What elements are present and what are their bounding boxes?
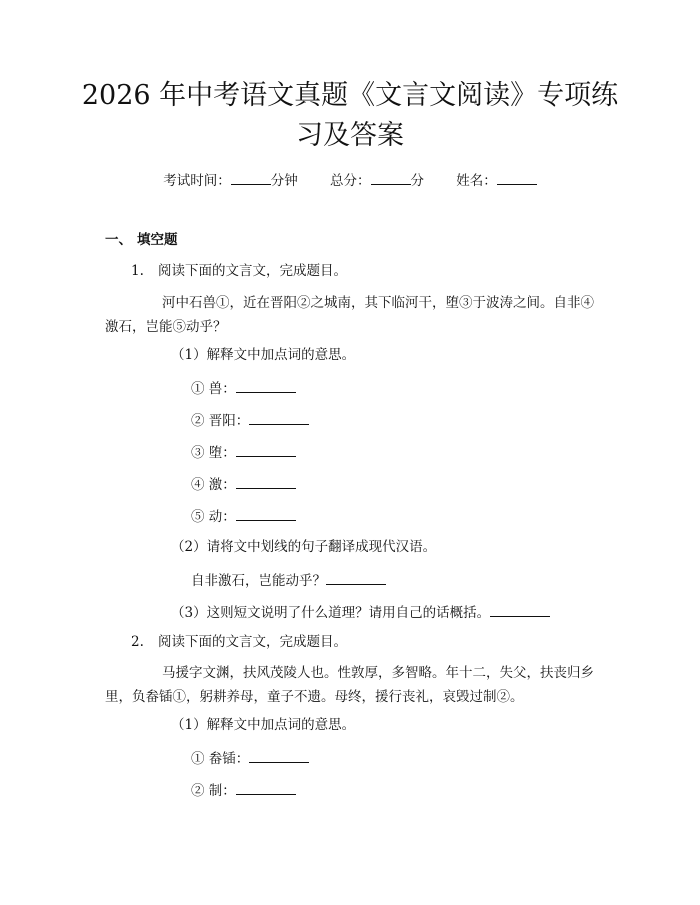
- score-label: 总分：: [330, 173, 371, 189]
- time-unit: 分钟: [270, 173, 298, 189]
- item-mark: ⑤: [191, 509, 205, 525]
- question-2-number: 2.: [131, 634, 144, 650]
- item-mark: ③: [191, 445, 205, 461]
- item-mark: ①: [191, 381, 205, 397]
- score-blank: [371, 170, 411, 185]
- q1-sub2-sentence: [191, 570, 386, 590]
- title-line-1: 2026 年中考语文真题《文言文阅读》专项练: [81, 80, 619, 111]
- question-1-passage: 河中石兽①，近在晋阳②之城南，其下临河干，堕③于波涛之间。自非④激石，岂能⑤动乎？: [105, 295, 594, 335]
- exam-meta: [0, 170, 700, 190]
- answer-blank: [249, 410, 309, 425]
- item-word: 动：: [208, 509, 236, 525]
- q2-sub1: （1）解释文中加点词的意思。: [171, 717, 356, 733]
- q1-item-2: [191, 410, 309, 430]
- answer-blank: [236, 474, 296, 489]
- q1-item-3: [191, 442, 296, 462]
- score-unit: 分: [410, 173, 424, 189]
- answer-blank: [236, 378, 296, 393]
- section-number: 一、: [105, 232, 132, 248]
- section-title: 填空题: [137, 232, 178, 248]
- sentence-text: 自非激石，岂能动乎？: [191, 573, 326, 589]
- answer-blank: [236, 506, 296, 521]
- question-1-number: 1.: [131, 263, 144, 279]
- item-mark: ②: [191, 783, 205, 799]
- q1-item-4: [191, 474, 296, 494]
- item-mark: ④: [191, 477, 205, 493]
- question-1-text: 阅读下面的文言文，完成题目。: [158, 263, 347, 279]
- section-heading: [105, 231, 178, 249]
- title-line-2: 习及答案: [296, 120, 404, 151]
- question-2-passage: 马援字文渊，扶风茂陵人也。性敦厚，多智略。年十二，失父，扶丧归乡里，负畚锸①，躬耕养母，童子不遗。母终，援行丧礼，哀毁过制②。: [105, 665, 594, 705]
- page-title: [60, 76, 640, 156]
- answer-blank: [236, 442, 296, 457]
- item-word: 激：: [208, 477, 236, 493]
- item-mark: ①: [191, 751, 205, 767]
- item-mark: ②: [191, 413, 205, 429]
- question-2-prompt: [131, 633, 347, 651]
- q1-sub2: （2）请将文中划线的句子翻译成现代汉语。: [171, 539, 437, 555]
- answer-blank: [236, 780, 296, 795]
- question-1-prompt: [131, 262, 347, 280]
- q2-item-1: [191, 748, 309, 768]
- q1-sub3: [171, 602, 550, 622]
- sub3-text: （3）这则短文说明了什么道理？请用自己的话概括。: [171, 605, 491, 621]
- item-word: 兽：: [208, 381, 236, 397]
- q1-item-5: [191, 506, 296, 526]
- q1-sub1: （1）解释文中加点词的意思。: [171, 347, 356, 363]
- q2-item-2: [191, 780, 296, 800]
- answer-blank: [326, 570, 386, 585]
- item-word: 制：: [208, 783, 236, 799]
- item-word: 堕：: [208, 445, 236, 461]
- name-blank: [497, 170, 537, 185]
- name-label: 姓名：: [456, 173, 497, 189]
- time-blank: [231, 170, 271, 185]
- answer-blank: [490, 602, 550, 617]
- q1-item-1: [191, 378, 296, 398]
- answer-blank: [249, 748, 309, 763]
- question-2-text: 阅读下面的文言文，完成题目。: [158, 634, 347, 650]
- item-word: 晋阳：: [208, 413, 250, 429]
- time-label: 考试时间：: [163, 173, 231, 189]
- item-word: 畚锸：: [208, 751, 250, 767]
